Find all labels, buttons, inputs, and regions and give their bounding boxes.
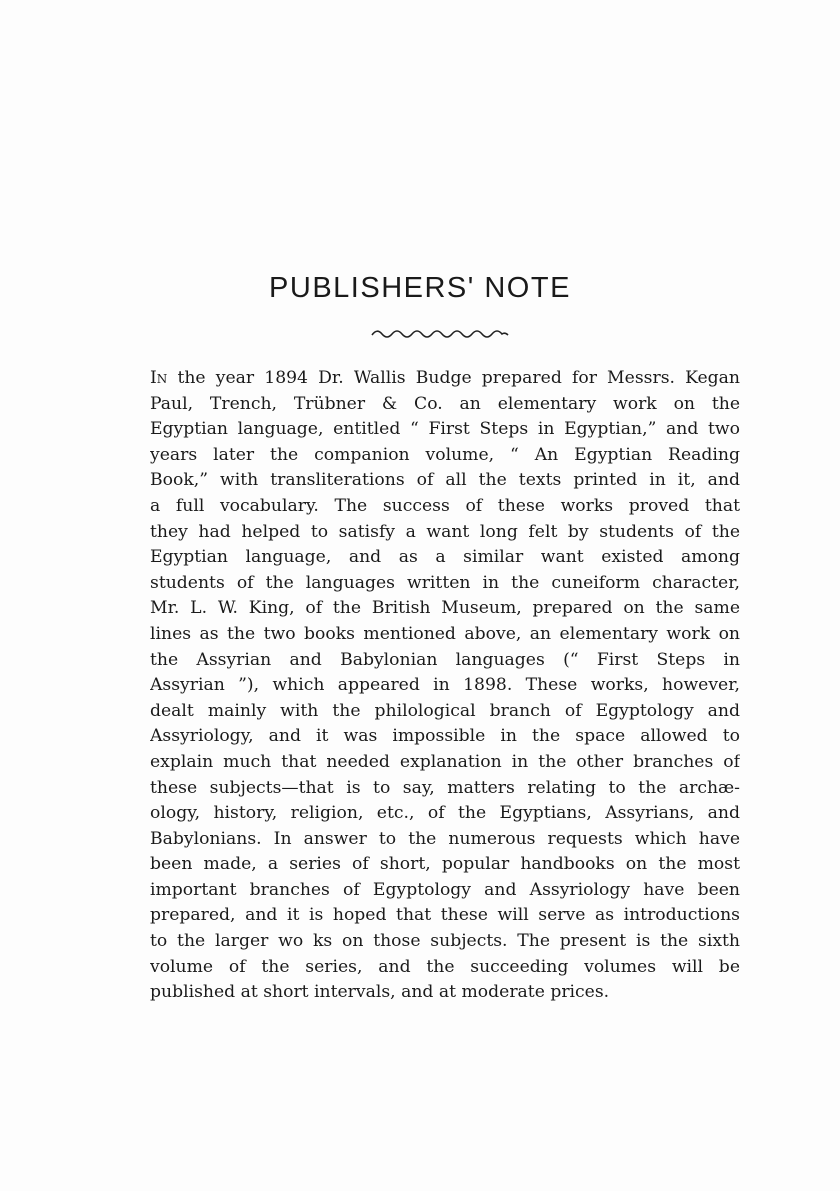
publishers-note-body (150, 366, 740, 1006)
paragraph-line: Egyptian language, entitled “ First Steps in Egyptian,” and two (150, 419, 740, 440)
paragraph-line: volume of the series, and the succeeding volumes will be (150, 956, 740, 977)
paragraph-line: dealt mainly with the philological branch of Egyptology and (150, 700, 740, 721)
paragraph-line: to the larger wo ks on those subjects. The present is the sixth (150, 931, 740, 952)
paragraph-line: Book,” with transliterations of all the texts printed in it, and (150, 470, 740, 491)
paragraph-line: Assyrian ”), which appeared in 1898. These works, however, (150, 675, 740, 696)
paragraph-line: explain much that needed explanation in the other branches of (150, 751, 740, 772)
line-text: the year 1894 Dr. Wallis Budge prepared for Messrs. Kegan (167, 368, 740, 388)
wavy-rule-ornament (370, 326, 510, 340)
paragraph-line (150, 366, 740, 392)
paragraph-line: Paul, Trench, Trübner & Co. an elementary work on the (150, 393, 740, 414)
paragraph-line: the Assyrian and Babylonian languages (“ First Steps in (150, 649, 740, 670)
paragraph-line: these subjects—that is to say, matters relating to the archæ- (150, 777, 740, 798)
paragraph-line: Mr. L. W. King, of the British Museum, prepared on the same (150, 598, 740, 619)
paragraph-line: Egyptian language, and as a similar want existed among (150, 547, 740, 568)
paragraph-line: lines as the two books mentioned above, an elementary work on (150, 623, 740, 644)
paragraph-line: years later the companion volume, “ An Egyptian Reading (150, 444, 740, 465)
page-title: PUBLISHERS' NOTE (269, 272, 571, 304)
paragraph-line: they had helped to satisfy a want long felt by students of the (150, 521, 740, 542)
paragraph-line: prepared, and it is hoped that these will serve as introductions (150, 905, 740, 926)
drop-word: In (150, 368, 168, 388)
paragraph-line: been made, a series of short, popular handbooks on the most (150, 854, 740, 875)
paragraph-line: published at short intervals, and at moderate prices. (150, 982, 610, 1003)
paragraph-line: important branches of Egyptology and Assyriology have been (150, 879, 740, 900)
paragraph-line: ology, history, religion, etc., of the Egyptians, Assyrians, and (150, 803, 740, 824)
paragraph-line: students of the languages written in the cuneiform character, (150, 572, 740, 593)
paragraph-line: Assyriology, and it was impossible in the space allowed to (150, 726, 740, 747)
paragraph-line: a full vocabulary. The success of these works proved that (150, 495, 740, 516)
paragraph-line: Babylonians. In answer to the numerous requests which have (150, 828, 740, 849)
